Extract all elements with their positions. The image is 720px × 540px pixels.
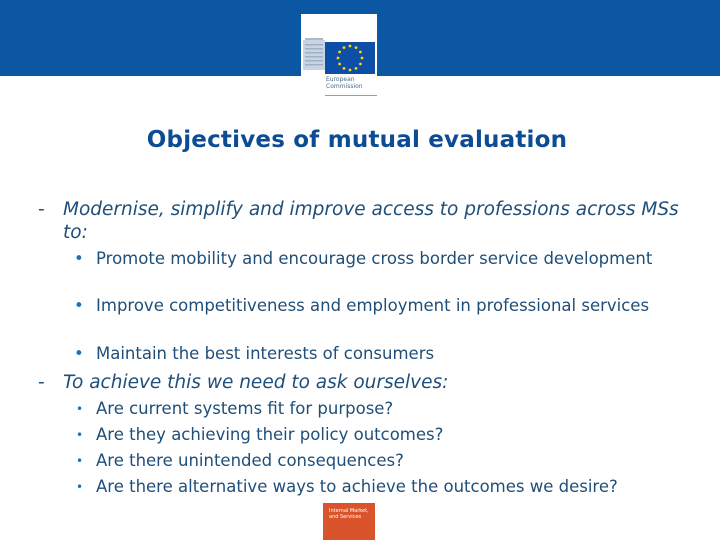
list-item-text: Maintain the best interests of consumers	[96, 344, 435, 363]
dash-marker: -	[38, 199, 45, 220]
bullet-dot-icon: •	[76, 402, 84, 416]
dg-badge-text	[329, 508, 373, 520]
dg-badge-line-1: Internal Market,	[329, 508, 369, 514]
dash-marker: -	[38, 372, 45, 393]
dg-badge-line-2: and Services	[329, 514, 362, 520]
bullet-dot-icon: •	[74, 296, 84, 315]
bullet-dot-icon: •	[74, 344, 84, 363]
section-2-text: To achieve this we need to ask ourselves:	[63, 372, 449, 393]
list-item-text: Are there alternative ways to achieve the outcomes we desire?	[96, 477, 618, 496]
list-item-text: Are current systems fit for purpose?	[96, 399, 394, 418]
logo-line-2: Commission	[326, 83, 363, 90]
section-1-text: Modernise, simplify and improve access to professions across MSs to:	[63, 199, 679, 243]
bullet-dot-icon: •	[76, 428, 84, 442]
bullet-dot-icon: •	[76, 480, 84, 494]
slide-title: Objectives of mutual evaluation	[146, 127, 568, 153]
list-item-text: Are there unintended consequences?	[96, 451, 404, 470]
bullet-dot-icon: •	[74, 249, 84, 268]
logo-wordmark	[326, 76, 376, 90]
list-item-text: Promote mobility and encourage cross border service development	[96, 249, 653, 268]
logo-divider	[325, 95, 377, 96]
bullet-dot-icon: •	[76, 454, 84, 468]
list-item-text: Are they achieving their policy outcomes?	[96, 425, 444, 444]
list-item-text: Improve competitiveness and employment in professional services	[96, 296, 650, 315]
dg-badge	[323, 503, 375, 540]
commission-building-icon	[301, 14, 377, 76]
european-commission-logo	[301, 14, 377, 98]
logo-line-1: European	[326, 76, 355, 83]
